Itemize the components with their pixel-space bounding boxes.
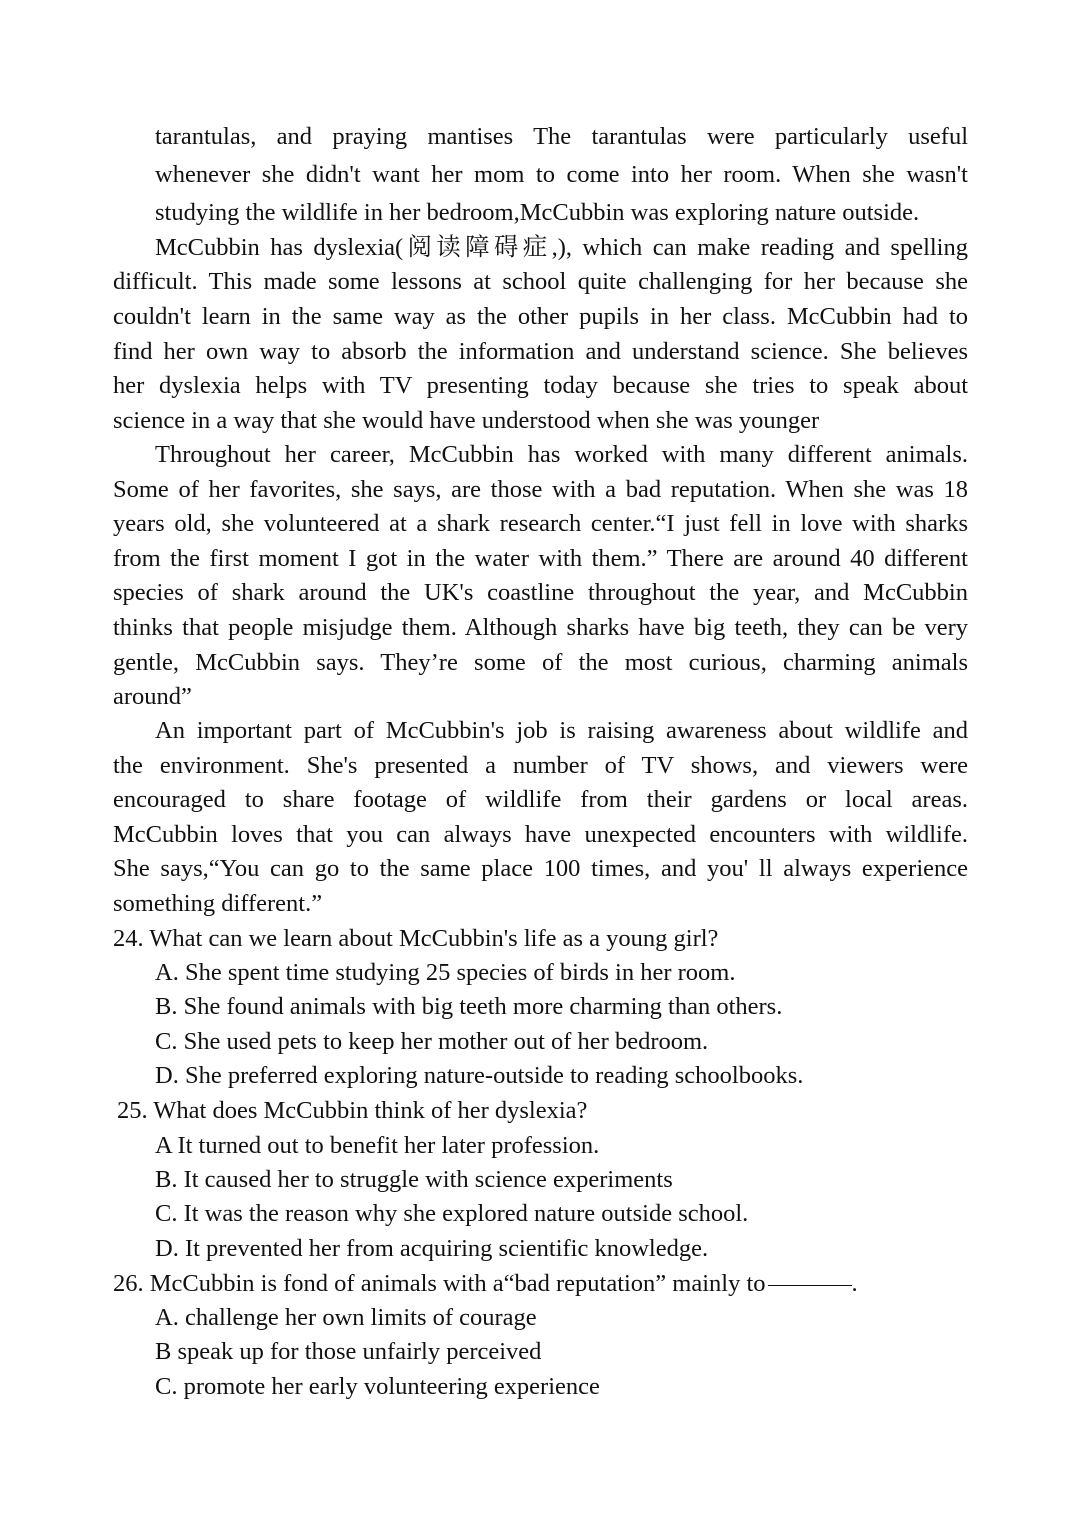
answer-option: C. promote her early volunteering experience <box>155 1373 600 1400</box>
passage-line: the environment. She's presented a number of TV shows, and viewers were <box>113 752 968 779</box>
question-stem: 24. What can we learn about McCubbin's life as a young girl? <box>113 925 719 952</box>
answer-option: D. It prevented her from acquiring scientific knowledge. <box>155 1235 709 1262</box>
answer-option: D. She preferred exploring nature-outside to reading schoolbooks. <box>155 1062 804 1089</box>
passage-line: Throughout her career, McCubbin has worked with many different animals. <box>155 441 968 468</box>
passage-line: species of shark around the UK's coastline throughout the year, and McCubbin <box>113 579 968 606</box>
passage-line: years old, she volunteered at a shark research center.“I just fell in love with sharks <box>113 510 968 537</box>
answer-option: B. She found animals with big teeth more charming than others. <box>155 993 783 1020</box>
passage-line: tarantulas, and praying mantises The tarantulas were particularly useful <box>155 123 968 150</box>
passage-line: McCubbin loves that you can always have unexpected encounters with wildlife. <box>113 821 968 848</box>
passage-line: McCubbin has dyslexia(阅读障碍症,), which can make reading and spelling <box>155 234 968 261</box>
passage-line: couldn't learn in the same way as the other pupils in her class. McCubbin had to <box>113 303 968 330</box>
passage-line: something different.” <box>113 890 323 917</box>
answer-option: C. She used pets to keep her mother out of her bedroom. <box>155 1028 709 1055</box>
passage-line: science in a way that she would have understood when she was younger <box>113 407 820 434</box>
passage-line: gentle, McCubbin says. They’re some of the most curious, charming animals <box>113 649 968 676</box>
passage-line: whenever she didn't want her mom to come into her room. When she wasn't <box>155 161 968 188</box>
answer-option: C. It was the reason why she explored nature outside school. <box>155 1200 749 1227</box>
answer-option: B. It caused her to struggle with science experiments <box>155 1166 673 1193</box>
passage-line: from the first moment I got in the water with them.” There are around 40 different <box>113 545 968 572</box>
answer-option: A. challenge her own limits of courage <box>155 1304 537 1331</box>
question-stem <box>113 1269 858 1299</box>
answer-option: A. She spent time studying 25 species of birds in her room. <box>155 959 736 986</box>
passage-line: Some of her favorites, she says, are those with a bad reputation. When she was 18 <box>113 476 968 503</box>
passage-line: encouraged to share footage of wildlife from their gardens or local areas. <box>113 786 968 813</box>
passage-line: her dyslexia helps with TV presenting today because she tries to speak about <box>113 372 968 399</box>
answer-blank <box>768 1285 852 1286</box>
passage-line: An important part of McCubbin's job is raising awareness about wildlife and <box>155 717 968 744</box>
answer-option: B speak up for those unfairly perceived <box>155 1338 542 1365</box>
answer-option: A It turned out to benefit her later profession. <box>155 1132 600 1159</box>
passage-line: around” <box>113 683 192 710</box>
passage-line: studying the wildlife in her bedroom,McCubbin was exploring nature outside. <box>155 199 920 226</box>
passage-line: thinks that people misjudge them. Although sharks have big teeth, they can be very <box>113 614 968 641</box>
question-stem-end: . <box>851 1270 858 1297</box>
passage-line: difficult. This made some lessons at school quite challenging for her because she <box>113 268 968 295</box>
question-stem: 25. What does McCubbin think of her dyslexia? <box>117 1097 588 1124</box>
passage-line: She says,“You can go to the same place 100 times, and you' ll always experience <box>113 855 968 882</box>
passage-line: find her own way to absorb the information and understand science. She believes <box>113 338 968 365</box>
question-stem-text: 26. McCubbin is fond of animals with a“bad reputation” mainly to <box>113 1270 766 1297</box>
